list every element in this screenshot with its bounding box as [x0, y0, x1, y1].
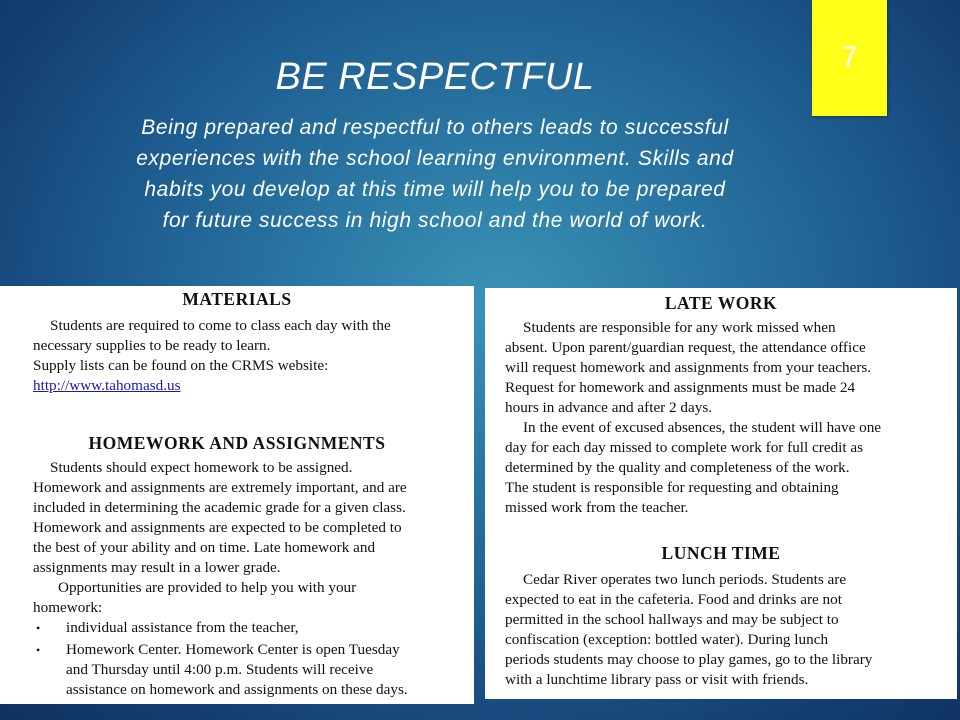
page-number-badge: [812, 0, 887, 116]
website-link[interactable]: http://www.tahomasd.us: [33, 377, 181, 394]
materials-line: Supply lists can be found on the CRMS website:: [33, 357, 329, 374]
homework-line: included in determining the academic grade for a given class.: [33, 499, 406, 516]
lunch-line: with a lunchtime library pass or visit with friends.: [505, 671, 809, 688]
homework-line: the best of your ability and on time. Late homework and: [33, 539, 376, 556]
lunch-line: permitted in the school hallways and may be subject to: [505, 611, 839, 628]
homework-bullet: individual assistance from the teacher,: [66, 619, 299, 636]
right-document-panel: [485, 288, 957, 699]
homework-line: Homework and assignments are expected to be completed to: [33, 519, 402, 536]
homework-line: Opportunities are provided to help you with your: [58, 579, 357, 596]
late-work-line: In the event of excused absences, the student will have one: [523, 419, 882, 436]
materials-line: necessary supplies to be ready to learn.: [33, 337, 271, 354]
materials-line: Students are required to come to class each day with the: [50, 317, 391, 334]
slide-title: BE RESPECTFUL: [275, 56, 595, 98]
homework-bullet-continuation: and Thursday until 4:00 p.m. Students will receive: [66, 661, 374, 678]
late-work-line: The student is responsible for requesting and obtaining: [505, 479, 839, 496]
page-number: 7: [841, 41, 858, 74]
lunch-line: confiscation (exception: bottled water). During lunch: [505, 631, 829, 648]
homework-line: homework:: [33, 599, 103, 616]
materials-heading: MATERIALS: [182, 289, 292, 309]
late-work-line: hours in advance and after 2 days.: [505, 399, 713, 416]
late-work-line: missed work from the teacher.: [505, 499, 689, 516]
late-work-line: will request homework and assignments from your teachers.: [505, 359, 872, 376]
late-work-line: Request for homework and assignments must be made 24: [505, 379, 856, 396]
homework-heading: HOMEWORK AND ASSIGNMENTS: [88, 433, 386, 453]
bullet-icon: •: [36, 621, 41, 635]
left-document-panel: [0, 286, 474, 704]
late-work-heading: LATE WORK: [664, 293, 778, 313]
homework-bullet-continuation: assistance on homework and assignments on these days.: [66, 681, 408, 698]
late-work-line: day for each day missed to complete work for full credit as: [505, 439, 864, 456]
intro-line: for future success in high school and the world of work.: [162, 209, 708, 232]
homework-bullet: Homework Center. Homework Center is open Tuesday: [66, 641, 400, 658]
lunch-line: Cedar River operates two lunch periods. Students are: [523, 571, 847, 588]
homework-line: Homework and assignments are extremely important, and are: [33, 479, 407, 496]
lunch-line: expected to eat in the cafeteria. Food and drinks are not: [505, 591, 842, 608]
intro-line: Being prepared and respectful to others leads to successful: [141, 116, 729, 139]
lunch-line: periods students may choose to play games, go to the library: [505, 651, 873, 668]
late-work-line: determined by the quality and completeness of the work.: [505, 459, 850, 476]
late-work-line: absent. Upon parent/guardian request, the attendance office: [505, 339, 866, 356]
lunch-heading: LUNCH TIME: [661, 543, 781, 563]
late-work-line: Students are responsible for any work missed when: [523, 319, 836, 336]
intro-line: experiences with the school learning environment. Skills and: [136, 147, 734, 170]
homework-line: assignments may result in a lower grade.: [33, 559, 281, 576]
intro-text: [30, 112, 840, 236]
intro-line: habits you develop at this time will help you to be prepared: [144, 178, 726, 201]
homework-line: Students should expect homework to be assigned.: [50, 459, 353, 476]
bullet-icon: •: [36, 643, 41, 657]
